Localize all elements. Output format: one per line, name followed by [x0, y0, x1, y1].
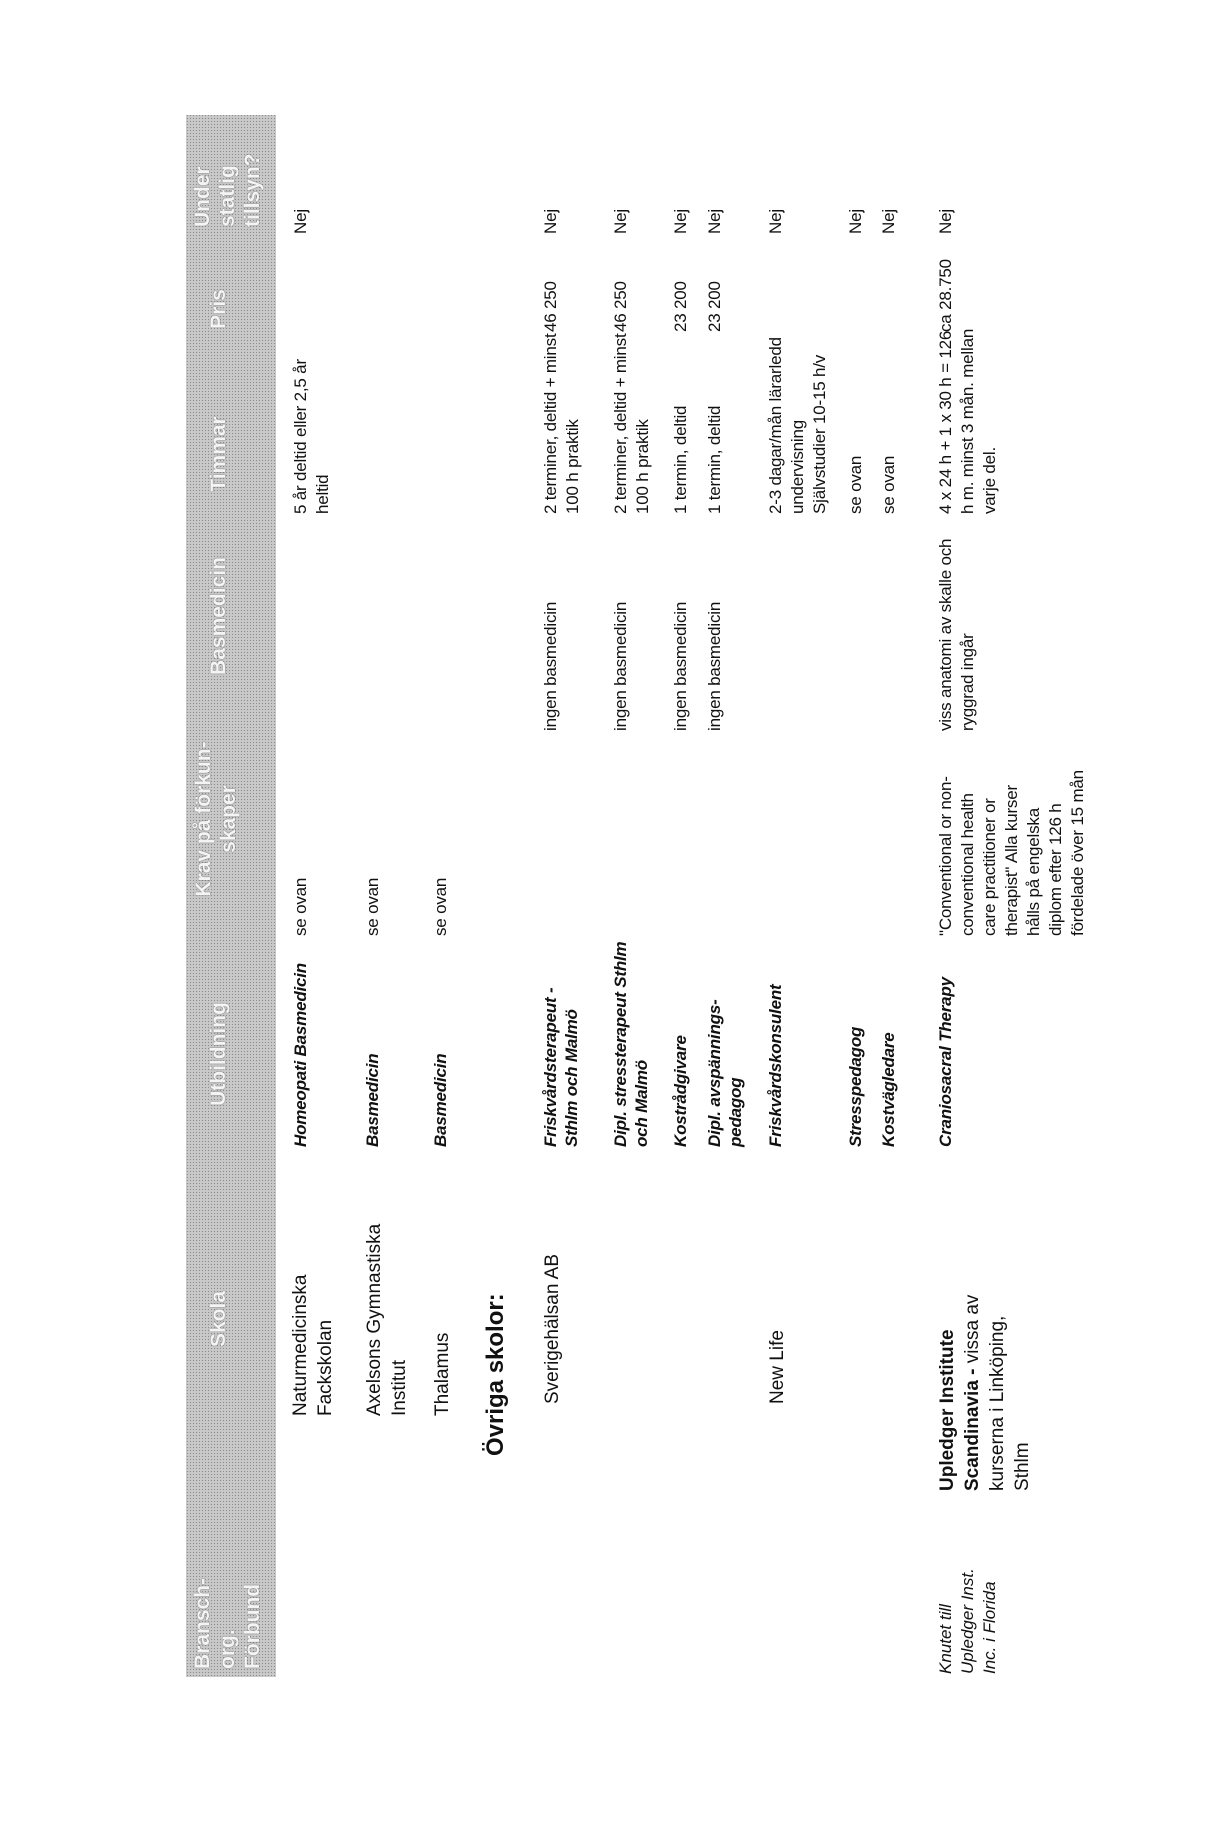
- school-upledger-note: vissa av kurserna i Linköping, Sthlm: [962, 1294, 1033, 1491]
- header-timmar: Timmar: [207, 416, 230, 492]
- basmedicin-craniosacral: viss anatomi av skalle och ryggrad ingår: [936, 538, 977, 731]
- school-upledger-name: Upledger Institute Scandinavia -: [937, 1329, 983, 1491]
- org-upledger-inst: Knutet till Upledger Inst. Inc. i Florida: [936, 1568, 999, 1674]
- education-avspanningspedagog: Dipl. avspännings- pedagog: [705, 999, 745, 1147]
- hours-stresspedagog: se ovan: [846, 455, 865, 514]
- education-thalamus: Basmedicin: [431, 1053, 450, 1147]
- education-stressterapeut: Dipl. stressterapeut Sthlm och Malmö: [611, 941, 651, 1147]
- education-friskvardsterapeut: Friskvårdsterapeut - Sthlm och Malmö: [541, 987, 581, 1147]
- school-upledger: [935, 1171, 1035, 1491]
- tillsyn-avspanningspedagog: Nej: [705, 209, 724, 234]
- basmedicin-kostradgivare: ingen basmedicin: [671, 601, 690, 731]
- basmedicin-stressterapeut: ingen basmedicin: [611, 601, 630, 731]
- school-sverigehalsan: Sverigehälsan AB: [542, 1254, 563, 1404]
- hours-kostvagledare: se ovan: [879, 455, 898, 514]
- education-friskvardskonsulent: Friskvårdskonsulent: [766, 984, 785, 1147]
- header-utbildning: Utbildning: [207, 1002, 230, 1106]
- tillsyn-friskvardskonsulent: Nej: [766, 209, 785, 234]
- tillsyn-friskvardsterapeut: Nej: [541, 209, 560, 234]
- school-axelsons: Axelsons Gymnastiska Institut: [364, 1223, 410, 1416]
- section-ovriga-skolor: Övriga skolor:: [482, 1293, 509, 1456]
- tillsyn-kostradgivare: Nej: [671, 209, 690, 234]
- basmedicin-friskvardsterapeut: ingen basmedicin: [541, 601, 560, 731]
- price-kostradgivare: 23 200: [671, 281, 690, 332]
- tillsyn-naturmedicinska: Nej: [291, 209, 310, 234]
- prereq-axelsons: se ovan: [363, 877, 382, 936]
- price-avspanningspedagog: 23 200: [705, 281, 724, 332]
- header-tillsyn: Under statlig tillsyn?: [191, 153, 264, 227]
- header-pris: Pris: [207, 289, 230, 329]
- education-kostradgivare: Kostrådgivare: [671, 1035, 690, 1147]
- tillsyn-craniosacral: Nej: [936, 209, 955, 234]
- prereq-thalamus: se ovan: [431, 877, 450, 936]
- tillsyn-stressterapeut: Nej: [611, 209, 630, 234]
- header-krav: Krav på förkun- skaper: [192, 741, 240, 897]
- education-kostvagledare: Kostvägledare: [879, 1032, 898, 1147]
- prereq-craniosacral: "Conventional or non- conventional health care practitioner or therapist" Alla kurser hålls på engelska diplom efter 126 h fördelade över 15 mån: [936, 770, 1087, 936]
- school-thalamus: Thalamus: [432, 1332, 453, 1416]
- price-friskvardsterapeut: 46 250: [541, 281, 560, 332]
- education-homeopati: Homeopati Basmedicin: [291, 963, 310, 1147]
- education-stresspedagog: Stresspedagog: [846, 1026, 865, 1147]
- header-forbund: Bransch- org. Förbund: [191, 1577, 264, 1669]
- header-skola: Skola: [207, 1290, 230, 1348]
- price-stressterapeut: 46 250: [611, 281, 630, 332]
- hours-friskvardsterapeut: 2 terminer, deltid + minst 100 h praktik: [541, 333, 582, 514]
- hours-avspanningspedagog: 1 termin, deltid: [705, 405, 724, 514]
- price-craniosacral: ca 28.750: [936, 259, 955, 332]
- hours-kostradgivare: 1 termin, deltid: [671, 405, 690, 514]
- basmedicin-avspanningspedagog: ingen basmedicin: [705, 601, 724, 731]
- education-craniosacral: Craniosacral Therapy: [936, 977, 955, 1147]
- tillsyn-kostvagledare: Nej: [879, 209, 898, 234]
- school-naturmedicinska: Naturmedicinska Fackskolan: [290, 1274, 336, 1416]
- hours-craniosacral: 4 x 24 h + 1 x 30 h = 126 h m. minst 3 mån. mellan varje del.: [936, 328, 999, 514]
- education-axelsons: Basmedicin: [363, 1053, 382, 1147]
- school-new-life: New Life: [767, 1330, 788, 1404]
- header-basmedicin: Basmedicin: [207, 557, 230, 675]
- hours-friskvardskonsulent: 2-3 dagar/mån lärarledd undervisning Självstudier 10-15 h/v: [766, 337, 829, 514]
- tillsyn-stresspedagog: Nej: [846, 209, 865, 234]
- hours-naturmedicinska: 5 år deltid eller 2,5 år heltid: [291, 359, 332, 514]
- prereq-naturmedicinska: se ovan: [291, 877, 310, 936]
- hours-stressterapeut: 2 terminer, deltid + minst 100 h praktik: [611, 333, 652, 514]
